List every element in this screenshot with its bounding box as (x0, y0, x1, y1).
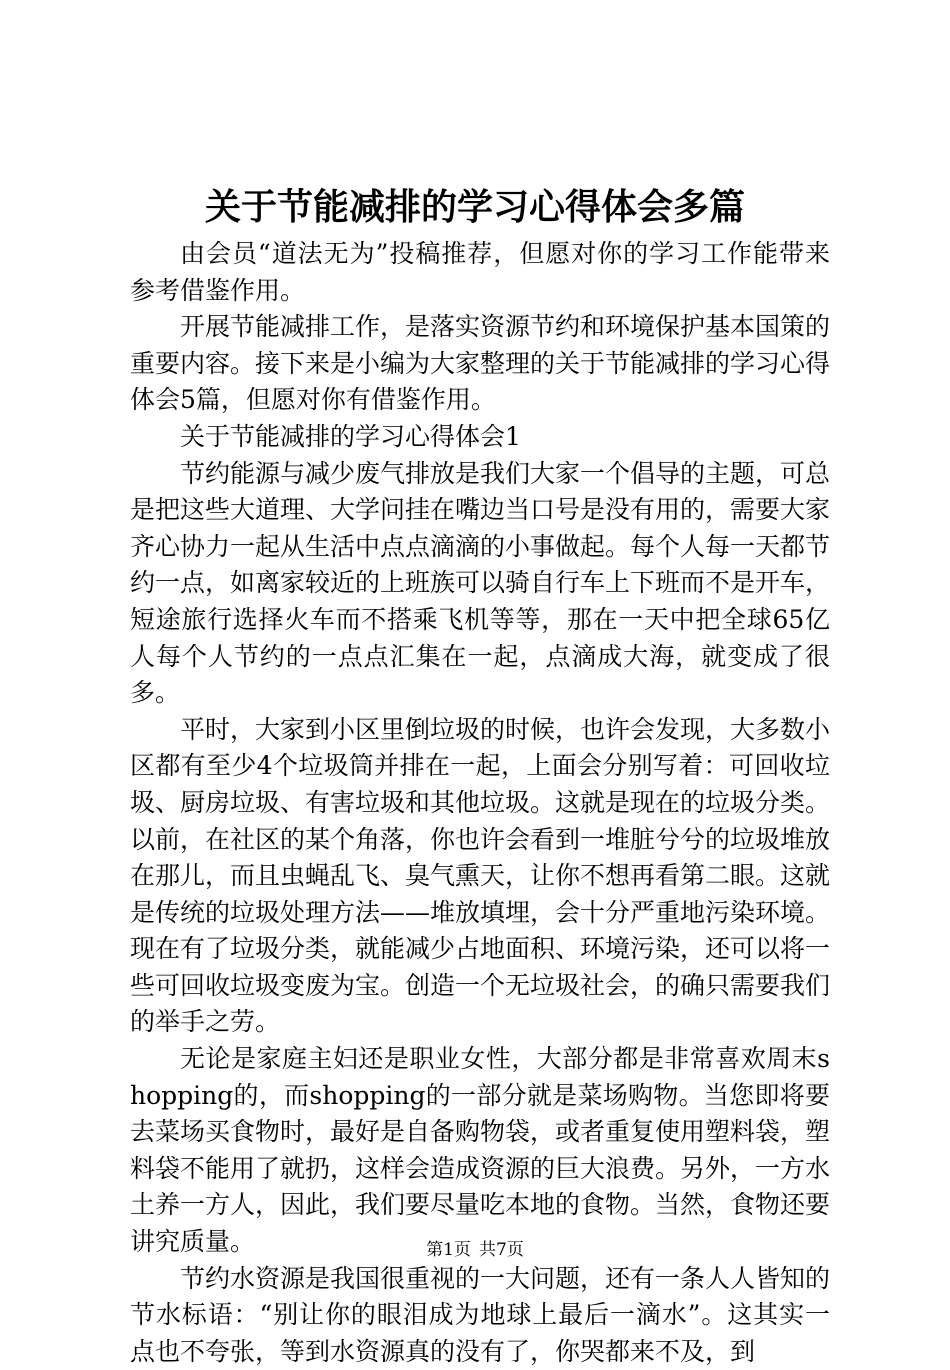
paragraph-summary: 开展节能减排工作，是落实资源节约和环境保护基本国策的重要内容。接下来是小编为大家整理的关于节能减排的学习心得体会5篇，但愿对你有借鉴作用。 (130, 312, 831, 415)
page-total: 共7页 (479, 1240, 524, 1260)
paragraph-intro: 由会员“道法无为”投稿推荐，但愿对你的学习工作能带来参考借鉴作用。 (130, 239, 830, 305)
paragraph-water-saving: 节约水资源是我国很重视的一大问题，还有一条人人皆知的节水标语：“别让你的眼泪成为地球上最后一滴水”。这其实一点也不夸张，等到水资源真的没有了，你哭都来不及，到 (130, 1263, 831, 1366)
page-number: 第1页 (426, 1240, 471, 1260)
section-heading: 关于节能减排的学习心得体会1 (180, 421, 521, 451)
paragraph-garbage-sorting: 平时，大家到小区里倒垃圾的时候，也许会发现，大多数小区都有至少4个垃圾筒并排在一起，上面会分别写着：可回收垃圾、厨房垃圾、有害垃圾和其他垃圾。这就是现在的垃圾分类。以前，在社区的某个角落，你也许会看到一堆脏兮兮的垃圾堆放在那儿，而且虫蝇乱飞、臭气熏天，让你不想再看第二眼。这就是传统的垃圾处理方法——堆放填埋，会十分严重地污染环境。现在有了垃圾分类，就能减少占地面积、环境污染，还可以将一些可回收垃圾变废为宝。创造一个无垃圾社会，的确只需要我们的举手之劳。 (130, 714, 831, 1037)
paragraph-energy-saving: 节约能源与减少废气排放是我们大家一个倡导的主题，可总是把这些大道理、大学问挂在嘴边当口号是没有用的，需要大家齐心协力一起从生活中点点滴滴的小事做起。每个人每一天都节约一点，如离家较近的上班族可以骑自行车上下班而不是开车，短途旅行选择火车而不搭乘飞机等等，那在一天中把全球65亿人每个人节约的一点点汇集在一起，点滴成大海，就变成了很多。 (130, 458, 831, 708)
document-body (130, 236, 830, 1370)
paragraph-shopping: 无论是家庭主妇还是职业女性，大部分都是非常喜欢周末shopping的，而shopping的一部分就是菜场购物。当您即将要去菜场买食物时，最好是自备购物袋，或者重复使用塑料袋，塑料袋不能用了就扔，这样会造成资源的巨大浪费。另外，一方水土养一方人，因此，我们要尽量吃本地的食物。当然，食物还要讲究质量。 (130, 1044, 831, 1257)
page-footer (0, 1238, 950, 1262)
document-title: 关于节能减排的学习心得体会多篇 (204, 187, 745, 228)
